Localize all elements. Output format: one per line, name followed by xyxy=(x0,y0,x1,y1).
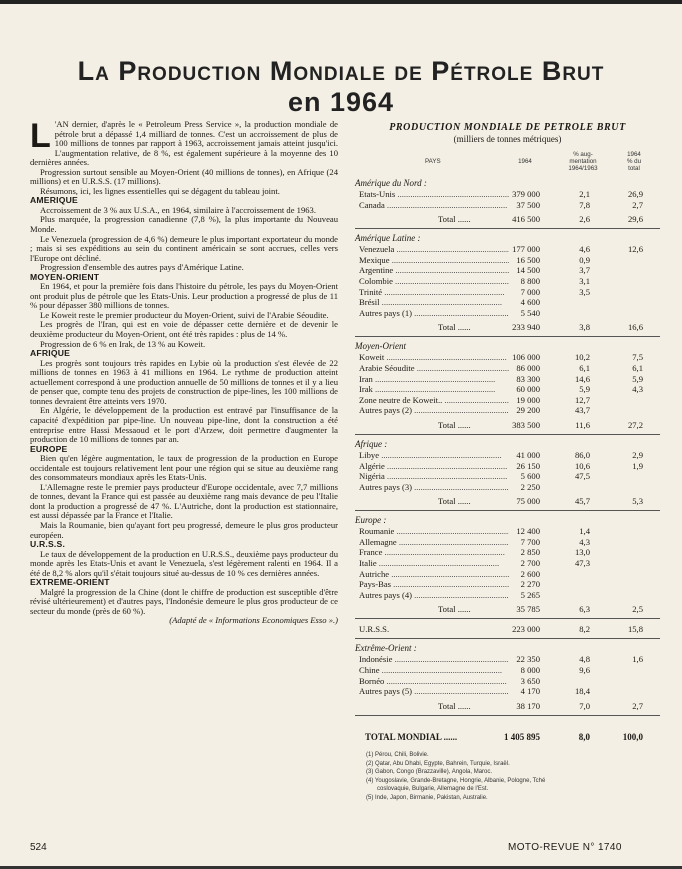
page-number: 524 xyxy=(30,842,47,853)
grand-total-label: TOTAL MONDIAL ...... xyxy=(365,731,458,742)
paragraph: Les progrès de l'Iran, qui est en voie de dépasser cette dernière et de devenir le deuxième producteur du Moyen-Orient, ont été très rapides : plus de 14 %. xyxy=(30,319,338,340)
production-value: 5 265 xyxy=(520,589,540,600)
table-row xyxy=(355,482,660,493)
production-value: 7 000 xyxy=(520,286,540,297)
country-name: Indonésie ..... xyxy=(359,654,509,665)
header-aug: % aug- mentation 1964/1963 xyxy=(568,151,598,172)
table-header xyxy=(355,150,660,174)
augmentation-value: 4,6 xyxy=(579,244,590,255)
production-value: 383 500 xyxy=(512,419,540,430)
section-heading: U.R.S.S. xyxy=(30,539,66,550)
production-value: 223 000 xyxy=(512,624,540,635)
table-subtitle: (milliers de tonnes métriques) xyxy=(453,134,562,144)
paragraph: En Algérie, le développement de la production est entravé par l'insuffisance de la capacité d'expédition par pipe-line. Un nouveau pipe-line, dont la construction a été entreprise entre Hassi Messaoud et le port d'Arzew, doit permettre d'augmenter la production de 10 millions de tonnes par an. xyxy=(30,405,338,445)
production-value: 26 150 xyxy=(516,460,540,471)
share-value: 16,6 xyxy=(627,322,643,333)
country-name: Colombie ..... xyxy=(359,276,509,287)
table-row xyxy=(355,665,660,676)
divider xyxy=(355,434,660,435)
production-value: 2 270 xyxy=(520,579,540,590)
share-value: 2,5 xyxy=(632,604,643,615)
augmentation-value: 4,3 xyxy=(579,536,590,547)
table-row xyxy=(355,244,660,255)
production-value: 16 500 xyxy=(516,254,540,265)
country-name: Etats-Unis ..... xyxy=(359,189,509,200)
country-name: Libye ..... xyxy=(359,450,509,461)
region-title: Extrême-Orient : xyxy=(355,643,417,654)
paragraph: Résumons, ici, les lignes essentielles qui se dégagent du tableau joint. xyxy=(40,185,280,196)
table-row xyxy=(355,255,660,266)
table-row xyxy=(355,676,660,687)
augmentation-value: 11,6 xyxy=(575,419,590,430)
urss-label: U.R.S.S. xyxy=(359,624,390,635)
augmentation-value: 3,1 xyxy=(579,275,590,286)
augmentation-value: 10,6 xyxy=(574,460,590,471)
share-value: 2,9 xyxy=(632,449,643,460)
augmentation-value: 47,5 xyxy=(574,471,590,482)
table-row xyxy=(355,590,660,601)
augmentation-value: 8,0 xyxy=(578,731,590,742)
title-line-1: La Production Mondiale de Pétrole Brut xyxy=(77,56,605,86)
paragraph: Le taux de développement de la production en U.R.S.S., deuxième pays producteur du monde après les Etats-Unis et avant le Venezuela, s'est légèrement ralenti en 1964. Il a été de 8,2 % alors qu'il s'était toujours situé au-dessus de 10 % ces dernières années. xyxy=(30,548,338,578)
paragraph: Accroissement de 3 % aux U.S.A., en 1964, similaire à l'accroissement de 1963. xyxy=(40,204,316,215)
paragraph: Les progrès sont toujours très rapides en Lybie où la production s'est élevée de 22 millions de tonnes en 1963 à 41 millions en 1964. Le rythme de production atteint actuellement correspond à une production annuelle de 50 millions de tonnes et il y a lieu de penser que, compte tenu des projets de construction de pipe-lines, les 100 millions de tonnes devraient être atteints vers 1970. xyxy=(30,357,338,406)
country-name: Pays-Bas ..... xyxy=(359,579,509,590)
share-value: 5,9 xyxy=(632,373,643,384)
augmentation-value: 3,5 xyxy=(579,286,590,297)
region-title: Amérique du Nord : xyxy=(355,178,427,188)
production-value: 233 940 xyxy=(512,322,540,333)
total-label: Total ...... xyxy=(438,213,471,226)
production-value: 177 000 xyxy=(512,244,540,255)
production-value: 379 000 xyxy=(512,189,540,199)
production-value: 8 800 xyxy=(520,275,540,286)
augmentation-value: 86,0 xyxy=(574,449,590,460)
table-row xyxy=(355,450,660,461)
table-row xyxy=(355,276,660,287)
table-row xyxy=(355,308,660,319)
table-row xyxy=(355,405,660,416)
header-pct: 1964 % du total xyxy=(626,151,642,172)
table-row xyxy=(355,461,660,472)
region-group xyxy=(355,233,660,337)
table-row xyxy=(355,526,660,537)
country-name: Bornéo ..... xyxy=(359,676,509,687)
paragraph: L'Allemagne reste le premier pays producteur d'Europe occidentale, avec 7,7 millions de tonnes, devant la France qui est passée au deuxième rang mais devance de peu l'Italie dont la production a progressé de 47 %. L'Autriche, dont la production est stationnaire, est aussi dépassée par la France et l'Italie. xyxy=(30,481,338,521)
production-value: 38 170 xyxy=(516,700,540,711)
augmentation-value: 0,9 xyxy=(579,254,590,265)
table-row xyxy=(355,547,660,558)
production-value: 86 000 xyxy=(516,362,540,373)
section-heading: AFRIQUE xyxy=(30,348,71,359)
top-rule xyxy=(0,0,682,4)
region-total xyxy=(355,495,660,508)
country-name: Koweit ..... xyxy=(359,352,509,363)
region-title: Afrique : xyxy=(355,438,388,449)
augmentation-value: 7,8 xyxy=(579,199,590,210)
augmentation-value: 2,1 xyxy=(579,189,590,199)
production-value: 14 500 xyxy=(516,265,540,276)
footnote: (5) Inde, Japon, Birmanie, Pakistan, Australie. xyxy=(366,794,488,801)
share-value: 27,2 xyxy=(627,419,643,430)
country-name: Canada ..... xyxy=(359,200,509,211)
share-value: 4,3 xyxy=(632,384,643,395)
table-row xyxy=(355,654,660,665)
table-row xyxy=(355,384,660,395)
share-value: 7,5 xyxy=(632,352,643,363)
table-groups xyxy=(355,178,660,744)
production-value: 5 540 xyxy=(520,307,540,318)
table-row xyxy=(355,352,660,363)
production-value: 2 850 xyxy=(520,547,540,558)
country-name: Algérie ..... xyxy=(359,461,509,472)
divider xyxy=(355,336,660,337)
share-value: 1,6 xyxy=(632,654,643,665)
title-line-2: en 1964 xyxy=(287,87,395,117)
augmentation-value: 2,6 xyxy=(579,214,590,225)
share-value: 2,7 xyxy=(632,700,643,711)
paragraph: Malgré la progression de la Chine (dont le chiffre de production est susceptible d'être révisé ultérieurement) et d'autres pays, l'Indonésie demeure le plus gros producteur de ce secteur du monde (près de 60 %). xyxy=(30,586,338,616)
urss-row xyxy=(355,622,660,636)
region-title: Europe : xyxy=(355,515,387,526)
country-name: Arabie Séoudite ..... xyxy=(359,363,509,374)
augmentation-value: 10,2 xyxy=(574,352,590,363)
table-row xyxy=(355,363,660,374)
paragraph: Bien qu'en légère augmentation, le taux de progression de la production en Europe occidentale est toujours relativement lent pour une région qui se situe au deuxième rang des consommateurs mondiaux après les Etats-Unis. xyxy=(30,453,338,483)
augmentation-value: 6,3 xyxy=(579,604,590,615)
paragraph: (Adapté de « Informations Economiques Esso ».) xyxy=(169,615,338,626)
header-pays: PAYS xyxy=(425,158,441,165)
augmentation-value: 4,8 xyxy=(579,654,590,665)
region-group xyxy=(355,341,660,435)
production-value: 41 000 xyxy=(516,449,540,460)
share-value: 1,9 xyxy=(632,460,643,471)
augmentation-value: 45,7 xyxy=(574,496,590,507)
paragraph: Progression de 6 % en Irak, de 13 % au Koweit. xyxy=(40,338,206,349)
table-row xyxy=(355,686,660,697)
country-name: Autres pays (3) ..... xyxy=(359,482,509,493)
region-group xyxy=(355,439,660,511)
share-value: 12,6 xyxy=(627,244,643,255)
divider xyxy=(355,618,660,619)
country-name: Chine ..... xyxy=(359,665,509,676)
country-name: Mexique ..... xyxy=(359,255,509,266)
region-group xyxy=(355,515,660,619)
share-value: 15,8 xyxy=(627,624,643,635)
paragraph: Plus marquée, la progression canadienne (7,8 %), la plus importante du Nouveau Monde. xyxy=(30,214,338,235)
region-total xyxy=(355,213,660,226)
table-title: PRODUCTION MONDIALE DE PETROLE BRUT xyxy=(389,122,626,133)
production-value: 75 000 xyxy=(516,496,540,507)
paragraph: Progression surtout sensible au Moyen-Orient (40 millions de tonnes), en Afrique (24 millions) et en U.R.S.S. (17 millions). xyxy=(30,166,338,187)
paragraph: L 'AN dernier, d'après le « Petroleum Press Service », la production mondiale de pétrole brut a dépassé 1,4 milliard de tonnes. C'est un accroissement de plus de 100 millions de tonnes par rapport à 1963, accroissement jamais atteint jusqu'ici. L'augmentation relative, de 8 %, est également supérieure à la moyenne des 10 dernières années. xyxy=(30,117,338,168)
table-row xyxy=(355,374,660,385)
header-year: 1964 xyxy=(518,158,532,165)
country-name: Roumanie ..... xyxy=(359,526,509,537)
paragraph: Mais la Roumanie, bien qu'ayant fort peu progressé, demeure le plus gros producteur européen. xyxy=(30,519,338,540)
region-group xyxy=(355,643,660,715)
augmentation-value: 1,4 xyxy=(579,526,590,537)
section-heading: AMERIQUE xyxy=(30,195,78,206)
country-name: Autriche ..... xyxy=(359,569,509,580)
article-body xyxy=(30,117,338,626)
footnote: (3) Gabon, Congo (Brazzaville), Angola, Maroc. xyxy=(366,769,493,776)
paragraph: Progression d'ensemble des autres pays d'Amérique Latine. xyxy=(40,262,244,273)
country-name: Argentine ..... xyxy=(359,265,509,276)
table-row xyxy=(355,200,660,211)
production-value: 1 405 895 xyxy=(504,731,540,742)
total-label: Total ...... xyxy=(438,321,471,334)
region-group xyxy=(355,178,660,229)
share-value: 100,0 xyxy=(622,731,643,742)
augmentation-value: 7,0 xyxy=(579,700,590,711)
country-name: Italie ..... xyxy=(359,558,509,569)
country-name: France ..... xyxy=(359,547,509,558)
table-row xyxy=(355,189,660,200)
production-value: 22 350 xyxy=(516,654,540,665)
production-value: 4 600 xyxy=(520,297,540,308)
country-name: Autres pays (5) ..... xyxy=(359,686,509,697)
production-value: 29 200 xyxy=(516,405,540,416)
total-label: Total ...... xyxy=(438,700,471,713)
production-value: 3 650 xyxy=(520,675,540,686)
table-row xyxy=(355,265,660,276)
footnotes xyxy=(366,751,666,803)
region-title: Amérique Latine : xyxy=(355,233,421,244)
augmentation-value: 5,9 xyxy=(579,384,590,395)
region-total xyxy=(355,419,660,432)
region-total xyxy=(355,603,660,616)
country-name: Iran ..... xyxy=(359,374,509,385)
augmentation-value: 6,1 xyxy=(579,362,590,373)
production-value: 8 000 xyxy=(520,665,540,676)
augmentation-value: 3,7 xyxy=(579,265,590,276)
production-value: 416 500 xyxy=(512,214,540,225)
page-title xyxy=(0,56,682,118)
production-value: 37 500 xyxy=(516,199,540,210)
production-value: 7 700 xyxy=(520,536,540,547)
footnote: (2) Qatar, Abu Dhabi, Egypte, Bahrein, Turquie, Israël. xyxy=(366,760,510,767)
country-name: Trinité ..... xyxy=(359,287,509,298)
production-value: 19 000 xyxy=(516,394,540,405)
grand-total-row xyxy=(355,730,660,744)
table-row xyxy=(355,287,660,298)
country-name: Autres pays (1) ..... xyxy=(359,308,509,319)
region-total xyxy=(355,700,660,713)
production-value: 35 785 xyxy=(516,604,540,615)
divider xyxy=(355,228,660,229)
section-heading: MOYEN-ORIENT xyxy=(30,271,100,282)
table-row xyxy=(355,537,660,548)
divider xyxy=(355,638,660,639)
production-table xyxy=(355,122,660,744)
production-value: 4 170 xyxy=(520,686,540,697)
total-label: Total ...... xyxy=(438,495,471,508)
table-row xyxy=(355,579,660,590)
footnote: coslovaquie, Bulgarie, Allemagne de l'Est. xyxy=(377,786,489,793)
share-value: 2,7 xyxy=(632,199,643,210)
augmentation-value: 13,0 xyxy=(574,547,590,558)
share-value: 5,3 xyxy=(632,496,643,507)
drop-cap: L xyxy=(30,117,51,155)
production-value: 12 400 xyxy=(516,526,540,537)
divider xyxy=(355,510,660,511)
share-value: 6,1 xyxy=(632,362,643,373)
country-name: Zone neutre de Koweit.. ..... xyxy=(359,395,509,406)
production-value: 2 250 xyxy=(520,481,540,492)
production-value: 2 700 xyxy=(520,558,540,569)
augmentation-value: 43,7 xyxy=(574,405,590,416)
magazine-issue: MOTO-REVUE N° 1740 xyxy=(508,842,622,853)
table-row xyxy=(355,569,660,580)
total-label: Total ...... xyxy=(438,603,471,616)
divider xyxy=(355,715,660,716)
augmentation-value: 9,6 xyxy=(579,665,590,676)
country-name: Allemagne ..... xyxy=(359,537,509,548)
country-name: Brésil ..... xyxy=(359,297,509,308)
country-name: Nigéria ..... xyxy=(359,471,509,482)
table-row xyxy=(355,395,660,406)
paragraph: En 1964, et pour la première fois dans l'histoire du pétrole, les pays du Moyen-Orient ont produit plus de pétrole que les Etats-Unis. Leur production a progressé de plus de 11 % pour dépasser 380 millions de tonnes. xyxy=(30,281,338,311)
augmentation-value: 3,8 xyxy=(579,322,590,333)
region-title: Moyen-Orient xyxy=(355,341,406,352)
paragraph: Le Venezuela (progression de 4,6 %) demeure le plus important exportateur du monde ; mais si ses expéditions au sein du continent américain se sont accrues, celles vers l'Europe ont décliné. xyxy=(30,233,338,263)
section-heading: EXTREME-ORIENT xyxy=(30,577,110,588)
country-name: Autres pays (2) ..... xyxy=(359,405,509,416)
country-name: Autres pays (4) ..... xyxy=(359,590,509,601)
table-row xyxy=(355,471,660,482)
share-value: 29,6 xyxy=(627,214,643,225)
share-value: 26,9 xyxy=(627,189,643,199)
country-name: Irak ..... xyxy=(359,384,509,395)
production-value: 60 000 xyxy=(516,384,540,395)
production-value: 5 600 xyxy=(520,471,540,482)
footnote: (1) Pérou, Chili, Bolivie. xyxy=(366,752,429,758)
augmentation-value: 14,6 xyxy=(574,373,590,384)
country-name: Venezuela ..... xyxy=(359,244,509,255)
paragraph: Le Koweit reste le premier producteur du Moyen-Orient, suivi de l'Arabie Séoudite. xyxy=(40,309,329,320)
footnote: (4) Yougoslavie, Grande-Bretagne, Hongrie, Albanie, Pologne, Tché xyxy=(366,777,546,784)
production-value: 2 600 xyxy=(520,568,540,579)
augmentation-value: 12,7 xyxy=(574,394,590,405)
table-row xyxy=(355,558,660,569)
region-total xyxy=(355,321,660,334)
production-value: 106 000 xyxy=(512,352,540,363)
section-heading: EUROPE xyxy=(30,443,68,454)
total-label: Total ...... xyxy=(438,419,471,432)
augmentation-value: 8,2 xyxy=(579,624,590,635)
augmentation-value: 18,4 xyxy=(574,686,590,697)
augmentation-value: 47,3 xyxy=(574,558,590,569)
production-value: 83 300 xyxy=(516,373,540,384)
table-row xyxy=(355,297,660,308)
